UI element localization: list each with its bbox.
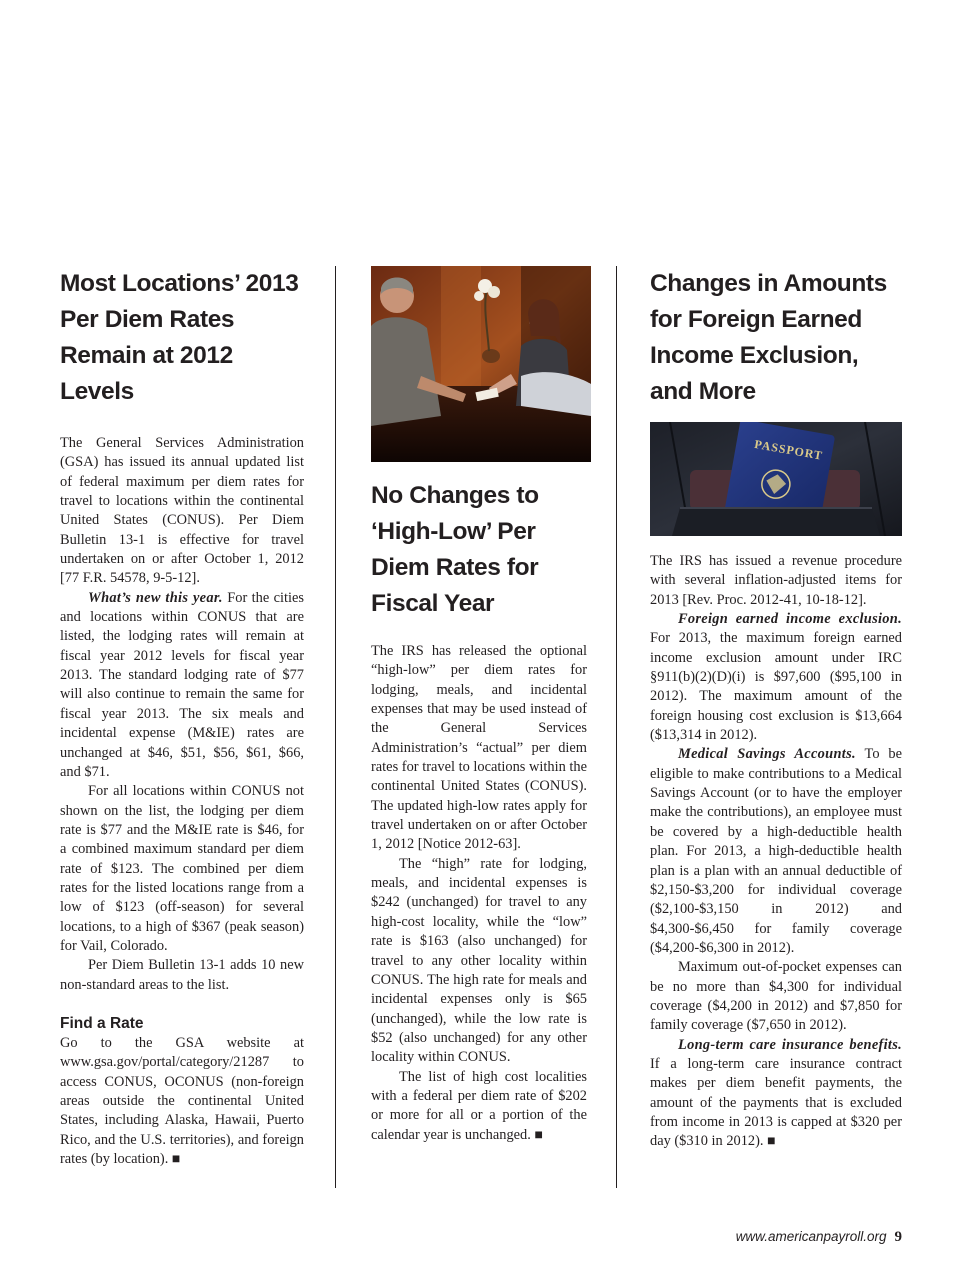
article-foreign-earned-income	[650, 266, 902, 1152]
paragraph: The IRS has released the optional “high-low” per diem rates for lodging, meals, and incidental expenses that may be used instead of the General Services Administration’s “actual” per diem rates for travel to locations within the continental United States (CONUS). The updated high-low rates apply for travel undertaken on or after October 1, 2012 [Notice 2012-63].	[371, 643, 587, 853]
subheading: Find a Rate	[60, 1014, 144, 1032]
run-in-head: Long-term care insurance benefits.	[678, 1036, 902, 1053]
page-footer	[736, 1229, 902, 1246]
end-mark-icon: ■	[171, 1152, 181, 1168]
article-per-diem-rates	[60, 266, 304, 1169]
passport-lettering: PASSPORT	[753, 436, 825, 463]
paragraph: The General Services Administration (GSA) has issued its annual updated list of federal maximum per diem rates for travel to locations within the continental United States (CONUS). Per Diem Bulletin 13-1 is effective for travel undertaken on or after October 1, 2012 [77 F.R. 54578, 9-5-12].	[60, 435, 304, 587]
article-title: No Changes to ‘High-Low’ Per Diem Rates for Fiscal Year	[371, 482, 539, 617]
hotel-checkin-photo	[371, 266, 591, 462]
end-mark-icon: ■	[534, 1127, 543, 1143]
paragraph: What’s new this year. For the cities and locations within CONUS that are listed, the lodging rates will remain at fiscal year 2012 levels for fiscal year 2013. The standard lodging rate of $77 will also continue to remain the same for fiscal year 2013. The six meals and incidental expense (M&IE) rates are unchanged at $46, $51, $56, $61, $66, and $71.	[60, 589, 305, 780]
paragraph: Long-term care insurance benefits. If a long-term care insurance contract makes per diem benefit payments, the amount of the payments that is excluded from income in 2013 is capped at $320 per day ($310 in 2012). ■	[650, 1036, 902, 1150]
paragraph: Go to the GSA website at www.gsa.gov/portal/category/21287 to access CONUS, OCONUS (non-foreign areas outside the continental United States, including Alaska, Hawaii, Puerto Rico, and the U.S. territories), and foreign rates (by location). ■	[60, 1034, 304, 1168]
paragraph: The IRS has issued a revenue procedure with several inflation-adjusted items for 2013 [Rev. Proc. 2012-41, 10-18-12].	[650, 553, 902, 608]
run-in-head: Foreign earned income exclusion.	[678, 611, 902, 628]
column-divider-left	[335, 266, 336, 1188]
paragraph: The “high” rate for lodging, meals, and incidental expenses is $242 (unchanged) for travel to any high-cost locality, while the “low” rate is $163 (also unchanged) for travel to any other locality within CONUS. The high rate for meals and incidental expenses only is $65 (unchanged), while the low rate is $52 (also unchanged) for any other locality within CONUS.	[371, 855, 587, 1066]
page-number: 9	[894, 1229, 902, 1245]
article-high-low-per-diem	[371, 266, 587, 1145]
paragraph: Maximum out-of-pocket expenses can be no more than $4,300 for individual coverage ($4,200 in 2012) and $7,850 for family coverage ($7,650 in 2012).	[650, 959, 902, 1034]
paragraph: Medical Savings Accounts. To be eligible to make contributions to a Medical Savings Account (or to have the employer make the contributions), an employee must be covered by a high-deductible health plan. For 2013, a high-deductible health plan is a plan with an annual deductible of $2,150-$3,200 for individual coverage ($2,100-$3,150 in 2012) and $4,300-$6,450 for family coverage ($4,200-$6,300 in 2012).	[650, 746, 902, 956]
article-title: Most Locations’ 2013 Per Diem Rates Remain at 2012 Levels	[60, 270, 299, 405]
paragraph: Foreign earned income exclusion. For 2013, the maximum foreign earned income exclusion amount under IRC §911(b)(2)(D)(i) is $97,600 ($95,100 in 2012). The maximum amount of the foreign housing cost exclusion is $13,664 ($13,314 in 2012).	[650, 611, 902, 744]
article-title: Changes in Amounts for Foreign Earned Income Exclusion, and More	[650, 270, 887, 405]
paragraph: Per Diem Bulletin 13-1 adds 10 new non-standard areas to the list.	[60, 957, 304, 993]
paragraph: For all locations within CONUS not shown on the list, the lodging per diem rate is $77 and the M&IE rate is $46, for a combined maximum standard per diem rate of $123. The combined per diem rates for the listed locations range from a low of $123 (off-season) for several locations, to a high of $367 (peak season) for Vail, Colorado.	[60, 783, 304, 954]
paragraph: The list of high cost localities with a federal per diem rate of $202 or more for all or a portion of the calendar year is unchanged. ■	[371, 1068, 587, 1143]
end-mark-icon: ■	[767, 1134, 776, 1150]
passport-in-pocket-photo	[650, 422, 902, 536]
column-divider-right	[616, 266, 617, 1188]
run-in-head: What’s new this year.	[88, 589, 223, 606]
footer-url: www.americanpayroll.org	[735, 1229, 887, 1244]
run-in-head: Medical Savings Accounts.	[678, 746, 856, 763]
